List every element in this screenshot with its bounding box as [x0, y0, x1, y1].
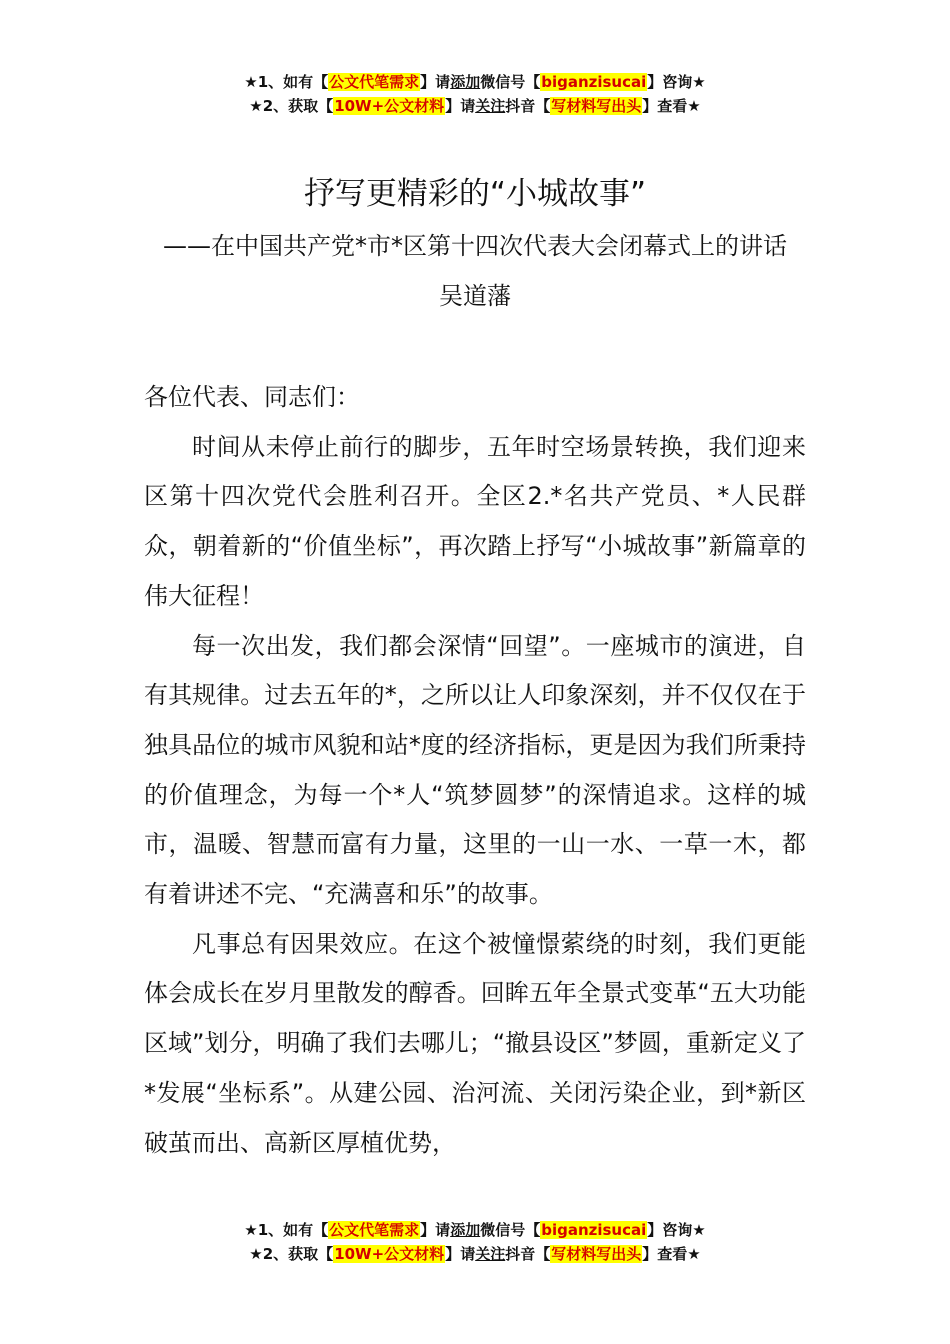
- ad-text: ★1、如有【: [244, 1221, 329, 1239]
- ad-underlined-text: 关注: [475, 1245, 506, 1263]
- ad-text: 抖音【: [505, 1245, 551, 1263]
- greeting: 各位代表、同志们：: [144, 383, 360, 411]
- ad-line-1: [0, 1218, 950, 1242]
- ad-line-2: [0, 94, 950, 118]
- ad-text: ★1、如有【: [244, 73, 329, 91]
- ad-highlight: 10W+公文材料: [334, 1245, 445, 1263]
- ad-text: 】咨询★: [647, 73, 706, 91]
- ad-highlight-wechat-id: biganzisucai: [541, 73, 647, 91]
- body-paragraph: 每一次出发，我们都会深情“回望”。一座城市的演进，自有其规律。过去五年的*，之所以让人印象深刻，并不仅仅在于独具品位的城市风貌和站*度的经济指标，更是因为我们所秉持的价值理念，为每一个*人“筑梦圆梦”的深情追求。这样的城市，温暖、智慧而富有力量，这里的一山一水、一草一木，都有着讲述不完、“充满喜和乐”的故事。: [144, 631, 806, 909]
- ad-text: 】查看★: [642, 1245, 701, 1263]
- ad-text: 微信号【: [480, 73, 541, 91]
- ad-highlight-douyin: 写材料写出头: [551, 97, 642, 115]
- ad-text: 】查看★: [642, 97, 701, 115]
- bottom-ad-banner: [0, 1218, 950, 1266]
- ad-text: 抖音【: [505, 97, 551, 115]
- ad-highlight-douyin: 写材料写出头: [551, 1245, 642, 1263]
- ad-text: 】请: [445, 97, 476, 115]
- document-title: 抒写更精彩的“小城故事”: [303, 176, 647, 212]
- document-body: [144, 373, 806, 1168]
- document-subtitle: ——在中国共产党*市*区第十四次代表大会闭幕式上的讲话: [163, 232, 787, 260]
- ad-text: ★2、获取【: [249, 1245, 334, 1263]
- ad-highlight: 公文代笔需求: [329, 73, 420, 91]
- body-paragraph: 时间从未停止前行的脚步，五年时空场景转换，我们迎来区第十四次党代会胜利召开。全区2.*名共产党员、*人民群众，朝着新的“价值坐标”，再次踏上抒写“小城故事”新篇章的伟大征程！: [144, 432, 806, 610]
- ad-text: 】请: [445, 1245, 476, 1263]
- document-author: 吴道藩: [439, 282, 511, 310]
- ad-highlight-wechat-id: biganzisucai: [541, 1221, 647, 1239]
- body-paragraph: 凡事总有因果效应。在这个被憧憬萦绕的时刻，我们更能体会成长在岁月里散发的醇香。回眸五年全景式变革“五大功能区域”划分，明确了我们去哪儿；“撤县设区”梦圆，重新定义了*发展“坐标系”。从建公园、治河流、关闭污染企业，到*新区破茧而出、高新区厚植优势，: [144, 929, 806, 1157]
- ad-line-1: [0, 70, 950, 94]
- ad-underlined-text: 添加: [450, 73, 481, 91]
- ad-text: 】请: [420, 73, 451, 91]
- ad-text: 】请: [420, 1221, 451, 1239]
- ad-highlight: 10W+公文材料: [334, 97, 445, 115]
- ad-line-2: [0, 1242, 950, 1266]
- ad-text: 】咨询★: [647, 1221, 706, 1239]
- ad-highlight: 公文代笔需求: [329, 1221, 420, 1239]
- ad-text: 微信号【: [480, 1221, 541, 1239]
- top-ad-banner: [0, 70, 950, 118]
- ad-text: ★2、获取【: [249, 97, 334, 115]
- ad-underlined-text: 关注: [475, 97, 506, 115]
- ad-underlined-text: 添加: [450, 1221, 481, 1239]
